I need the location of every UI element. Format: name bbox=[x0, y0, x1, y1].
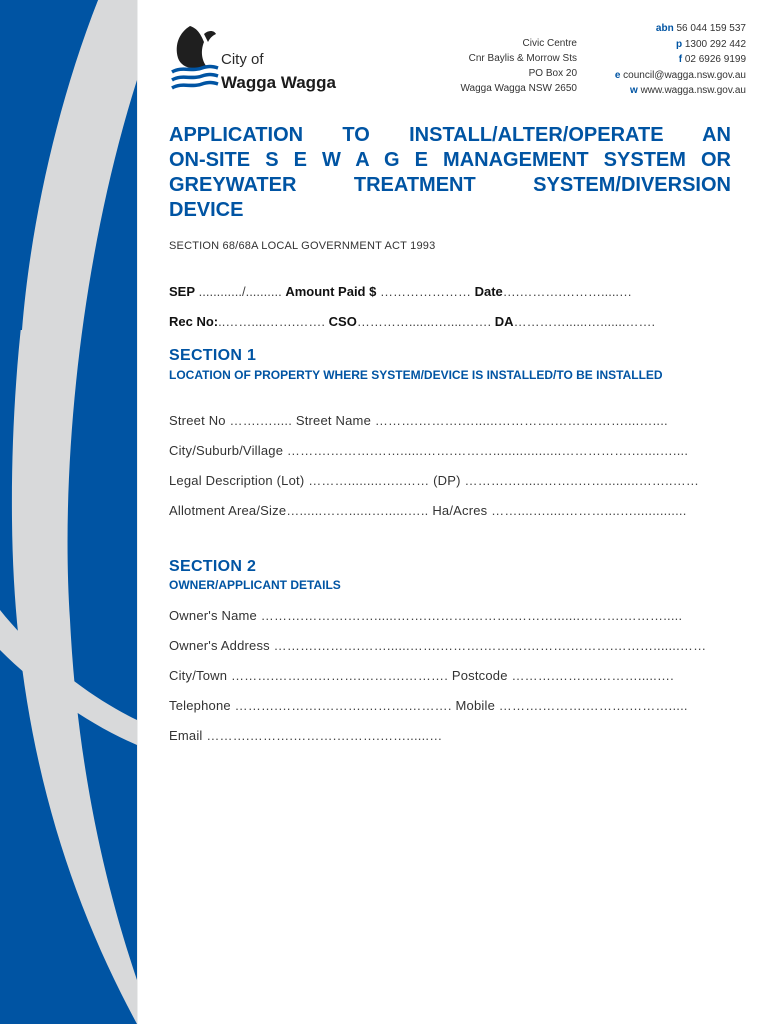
abn-key: abn bbox=[655, 23, 674, 34]
ha-acres-field[interactable]: ……....….....………....….............. bbox=[487, 503, 687, 518]
amount-paid-label: Amount Paid $ bbox=[285, 284, 377, 299]
city-suburb-label: City/Suburb/Village bbox=[169, 443, 284, 458]
street-line bbox=[169, 413, 668, 428]
telephone-field[interactable]: ……….……….……….……….………. bbox=[230, 698, 456, 713]
address-line: Wagga Wagga NSW 2650 bbox=[460, 83, 577, 94]
page-divider bbox=[137, 0, 138, 1024]
office-use-line-2 bbox=[169, 314, 655, 329]
allotment-label: Allotment Area/Size bbox=[169, 503, 287, 518]
city-town-line bbox=[169, 668, 674, 683]
amount-paid-field[interactable]: ………………… bbox=[376, 284, 475, 299]
section-2-heading: SECTION 2 bbox=[169, 558, 257, 575]
postcode-field[interactable]: ……….……….……….....…. bbox=[507, 668, 674, 683]
fax-line bbox=[615, 52, 746, 68]
office-use-line-1 bbox=[169, 284, 632, 299]
owner-name-field[interactable]: ……….……….……......…….……….……….……….......……….………..... bbox=[256, 608, 683, 623]
web-key: w bbox=[630, 85, 638, 96]
postcode-label: Postcode bbox=[451, 668, 508, 683]
email-label: Email bbox=[169, 728, 203, 743]
mobile-field[interactable]: ……….……….……….………..... bbox=[495, 698, 688, 713]
act-reference: SECTION 68/68A LOCAL GOVERNMENT ACT 1993 bbox=[169, 240, 436, 252]
web-value: www.wagga.nsw.gov.au bbox=[640, 85, 746, 96]
owner-name-line bbox=[169, 608, 682, 623]
street-name-label: Street Name bbox=[295, 413, 372, 428]
form-title bbox=[169, 123, 731, 223]
dp-field[interactable]: ……….…......……..…….........……..…… bbox=[460, 473, 700, 488]
allotment-line bbox=[169, 503, 687, 518]
da-field[interactable]: …………......….......……. bbox=[513, 314, 656, 329]
section-1-heading: SECTION 1 bbox=[169, 347, 257, 364]
address-line: Civic Centre bbox=[522, 38, 577, 49]
date-field[interactable]: ….……….……….....… bbox=[502, 284, 633, 299]
contact-block bbox=[615, 21, 746, 99]
owner-address-field[interactable]: ……….……….……......…….……….……….……….……….……….......…… bbox=[269, 638, 707, 653]
rec-no-label: Rec No: bbox=[169, 314, 219, 329]
lot-field[interactable]: ……….........…..…… bbox=[304, 473, 434, 488]
section-1-subheading: LOCATION OF PROPERTY WHERE SYSTEM/DEVICE IS INSTALLED/TO BE INSTALLED bbox=[169, 368, 663, 382]
legal-description-label: Legal Description (Lot) bbox=[169, 473, 305, 488]
abn-line bbox=[615, 21, 746, 37]
phone-key: p bbox=[675, 38, 683, 50]
sep-label: SEP bbox=[169, 284, 196, 299]
rec-no-field[interactable]: ..……....…….……. bbox=[218, 314, 329, 329]
owner-address-line bbox=[169, 638, 706, 653]
email-key: e bbox=[614, 69, 621, 81]
telephone-line bbox=[169, 698, 688, 713]
blue-swoosh-graphic bbox=[0, 0, 137, 1024]
abn-value: 56 044 159 537 bbox=[676, 23, 746, 34]
ha-acres-label: Ha/Acres bbox=[432, 503, 488, 518]
da-label: DA bbox=[494, 314, 514, 329]
owner-address-label: Owner's Address bbox=[169, 638, 270, 653]
dp-label: (DP) bbox=[433, 473, 461, 488]
title-line: DEVICE bbox=[169, 199, 244, 221]
email-line bbox=[615, 68, 746, 84]
phone-line bbox=[615, 37, 746, 53]
logo-text-city-of: City of bbox=[221, 51, 264, 68]
email-field[interactable]: ……….……….……….……….……......… bbox=[202, 728, 443, 743]
fax-key: f bbox=[678, 54, 683, 65]
street-name-field[interactable]: ……….……….…......………….……….……....….... bbox=[371, 413, 668, 428]
cso-field[interactable]: ………….......…....……. bbox=[356, 314, 495, 329]
title-line: APPLICATION TO INSTALL/ALTER/OPERATE AN bbox=[169, 124, 731, 146]
address-line: PO Box 20 bbox=[528, 68, 577, 79]
address-line: Cnr Baylis & Morrow Sts bbox=[468, 53, 577, 64]
city-town-label: City/Town bbox=[169, 668, 228, 683]
web-line bbox=[615, 83, 746, 99]
date-label: Date bbox=[474, 284, 503, 299]
sep-field[interactable]: ............/.......... bbox=[195, 284, 282, 299]
owner-name-label: Owner's Name bbox=[169, 608, 257, 623]
phone-value: 1300 292 442 bbox=[684, 38, 746, 50]
logo-text-wagga-wagga: Wagga Wagga bbox=[221, 73, 336, 92]
section-2-subheading: OWNER/APPLICANT DETAILS bbox=[169, 578, 341, 592]
cso-label: CSO bbox=[328, 314, 357, 329]
legal-description-line bbox=[169, 473, 699, 488]
street-no-label: Street No bbox=[169, 413, 226, 428]
city-suburb-field[interactable]: ……….……….……......…….………..................…………….…....….... bbox=[283, 443, 689, 458]
allotment-field[interactable]: …......……......…......….. bbox=[286, 503, 433, 518]
mobile-label: Mobile bbox=[455, 698, 495, 713]
fax-value: 02 6926 9199 bbox=[684, 54, 746, 65]
email-value: council@wagga.nsw.gov.au bbox=[623, 69, 746, 81]
city-town-field[interactable]: ……….……….……….……….………. bbox=[227, 668, 452, 683]
street-no-field[interactable]: …….…..... bbox=[225, 413, 296, 428]
title-line: ON-SITE S E W A G E MANAGEMENT SYSTEM OR bbox=[169, 149, 731, 171]
city-suburb-line bbox=[169, 443, 688, 458]
telephone-label: Telephone bbox=[169, 698, 231, 713]
email-line bbox=[169, 728, 442, 743]
address-block bbox=[460, 36, 577, 96]
title-line: GREYWATER TREATMENT SYSTEM/DIVERSION bbox=[169, 174, 731, 196]
